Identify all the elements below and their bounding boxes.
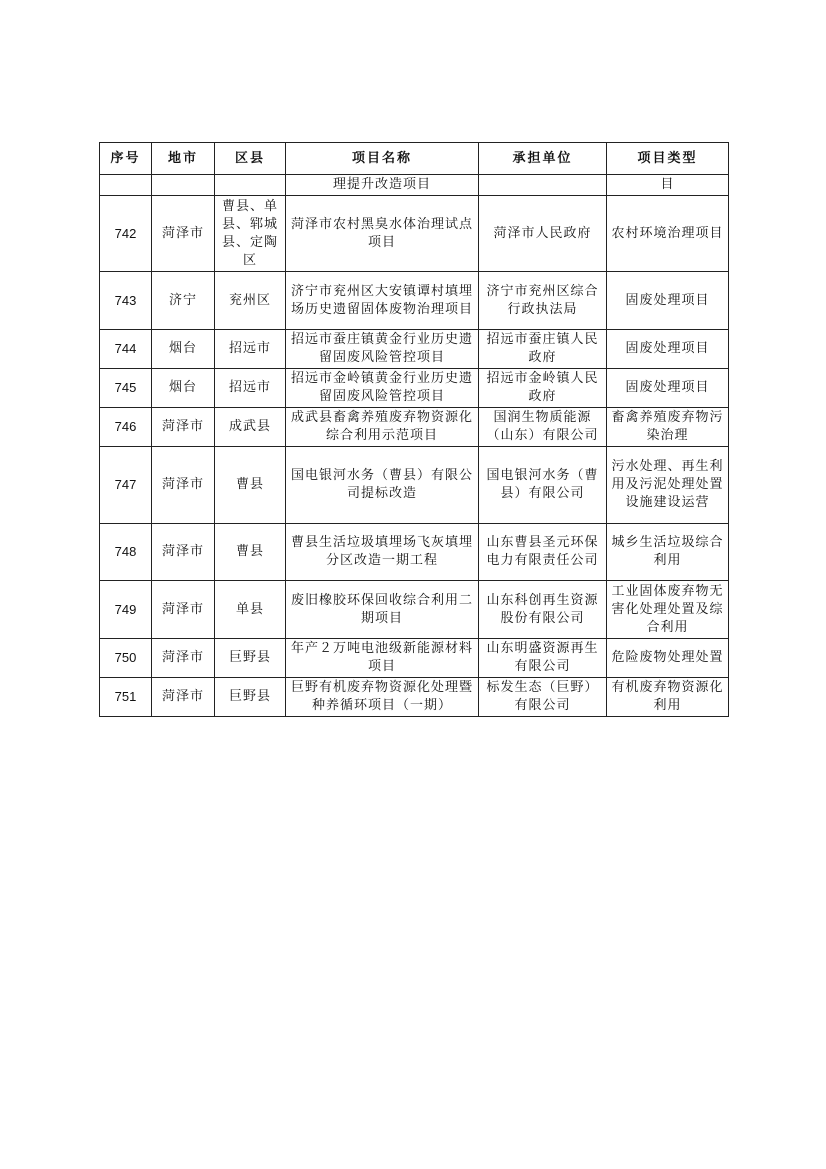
cell-undertaking-unit: 济宁市兖州区综合行政执法局 bbox=[479, 272, 607, 330]
header-project-name: 项目名称 bbox=[286, 143, 479, 175]
table-row bbox=[100, 272, 729, 330]
cell-county bbox=[215, 175, 286, 196]
cell-city: 济宁 bbox=[152, 272, 215, 330]
cell-undertaking-unit: 山东明盛资源再生有限公司 bbox=[479, 639, 607, 678]
cell-serial-number: 747 bbox=[100, 447, 152, 524]
cell-serial-number: 742 bbox=[100, 196, 152, 272]
cell-serial-number: 743 bbox=[100, 272, 152, 330]
cell-county: 招远市 bbox=[215, 330, 286, 369]
cell-city: 菏泽市 bbox=[152, 408, 215, 447]
header-project-type: 项目类型 bbox=[607, 143, 729, 175]
cell-project-name: 招远市金岭镇黄金行业历史遗留固废风险管控项目 bbox=[286, 369, 479, 408]
cell-city: 菏泽市 bbox=[152, 639, 215, 678]
cell-county: 兖州区 bbox=[215, 272, 286, 330]
cell-city: 菏泽市 bbox=[152, 581, 215, 639]
cell-undertaking-unit: 山东科创再生资源股份有限公司 bbox=[479, 581, 607, 639]
cell-project-name: 年产２万吨电池级新能源材料项目 bbox=[286, 639, 479, 678]
cell-city: 烟台 bbox=[152, 330, 215, 369]
table-row bbox=[100, 639, 729, 678]
cell-project-name: 国电银河水务（曹县）有限公司提标改造 bbox=[286, 447, 479, 524]
cell-undertaking-unit: 菏泽市人民政府 bbox=[479, 196, 607, 272]
header-serial-number: 序号 bbox=[100, 143, 152, 175]
header-city: 地市 bbox=[152, 143, 215, 175]
cell-project-type: 目 bbox=[607, 175, 729, 196]
cell-undertaking-unit: 国润生物质能源（山东）有限公司 bbox=[479, 408, 607, 447]
cell-county: 招远市 bbox=[215, 369, 286, 408]
cell-project-type: 固废处理项目 bbox=[607, 272, 729, 330]
cell-undertaking-unit: 招远市金岭镇人民政府 bbox=[479, 369, 607, 408]
cell-undertaking-unit: 国电银河水务（曹县）有限公司 bbox=[479, 447, 607, 524]
table-row bbox=[100, 196, 729, 272]
cell-serial-number: 745 bbox=[100, 369, 152, 408]
cell-project-type: 固废处理项目 bbox=[607, 330, 729, 369]
cell-serial-number bbox=[100, 175, 152, 196]
cell-undertaking-unit bbox=[479, 175, 607, 196]
cell-project-type: 农村环境治理项目 bbox=[607, 196, 729, 272]
cell-undertaking-unit: 山东曹县圣元环保电力有限责任公司 bbox=[479, 524, 607, 581]
table-row bbox=[100, 678, 729, 717]
table-row bbox=[100, 524, 729, 581]
project-table bbox=[99, 142, 729, 717]
cell-project-type: 城乡生活垃圾综合利用 bbox=[607, 524, 729, 581]
cell-serial-number: 748 bbox=[100, 524, 152, 581]
cell-serial-number: 749 bbox=[100, 581, 152, 639]
cell-serial-number: 744 bbox=[100, 330, 152, 369]
cell-project-name: 巨野有机废弃物资源化处理暨种养循环项目（一期） bbox=[286, 678, 479, 717]
cell-undertaking-unit: 招远市蚕庄镇人民政府 bbox=[479, 330, 607, 369]
cell-city bbox=[152, 175, 215, 196]
cell-city: 烟台 bbox=[152, 369, 215, 408]
cell-city: 菏泽市 bbox=[152, 524, 215, 581]
table-row bbox=[100, 369, 729, 408]
cell-project-name: 废旧橡胶环保回收综合利用二期项目 bbox=[286, 581, 479, 639]
table-row bbox=[100, 330, 729, 369]
cell-city: 菏泽市 bbox=[152, 196, 215, 272]
table-row bbox=[100, 408, 729, 447]
table-row bbox=[100, 175, 729, 196]
cell-serial-number: 746 bbox=[100, 408, 152, 447]
cell-project-type: 污水处理、再生利用及污泥处理处置设施建设运营 bbox=[607, 447, 729, 524]
cell-project-name: 曹县生活垃圾填埋场飞灰填埋分区改造一期工程 bbox=[286, 524, 479, 581]
cell-project-name: 菏泽市农村黑臭水体治理试点项目 bbox=[286, 196, 479, 272]
cell-project-name: 成武县畜禽养殖废弃物资源化综合利用示范项目 bbox=[286, 408, 479, 447]
cell-county: 曹县 bbox=[215, 524, 286, 581]
cell-project-name: 济宁市兖州区大安镇谭村填埋场历史遗留固体废物治理项目 bbox=[286, 272, 479, 330]
cell-project-type: 危险废物处理处置 bbox=[607, 639, 729, 678]
cell-project-type: 有机废弃物资源化利用 bbox=[607, 678, 729, 717]
cell-county: 成武县 bbox=[215, 408, 286, 447]
cell-city: 菏泽市 bbox=[152, 447, 215, 524]
cell-project-name: 招远市蚕庄镇黄金行业历史遗留固废风险管控项目 bbox=[286, 330, 479, 369]
cell-county: 曹县 bbox=[215, 447, 286, 524]
header-undertaking-unit: 承担单位 bbox=[479, 143, 607, 175]
cell-county: 巨野县 bbox=[215, 639, 286, 678]
cell-serial-number: 751 bbox=[100, 678, 152, 717]
header-county: 区县 bbox=[215, 143, 286, 175]
cell-county: 单县 bbox=[215, 581, 286, 639]
cell-project-type: 畜禽养殖废弃物污染治理 bbox=[607, 408, 729, 447]
cell-county: 巨野县 bbox=[215, 678, 286, 717]
cell-serial-number: 750 bbox=[100, 639, 152, 678]
cell-project-name: 理提升改造项目 bbox=[286, 175, 479, 196]
cell-undertaking-unit: 标发生态（巨野）有限公司 bbox=[479, 678, 607, 717]
table-row bbox=[100, 581, 729, 639]
cell-project-type: 工业固体废弃物无害化处理处置及综合利用 bbox=[607, 581, 729, 639]
cell-county: 曹县、单县、郓城县、定陶区 bbox=[215, 196, 286, 272]
table-row bbox=[100, 447, 729, 524]
cell-city: 菏泽市 bbox=[152, 678, 215, 717]
table-header-row bbox=[100, 143, 729, 175]
cell-project-type: 固废处理项目 bbox=[607, 369, 729, 408]
